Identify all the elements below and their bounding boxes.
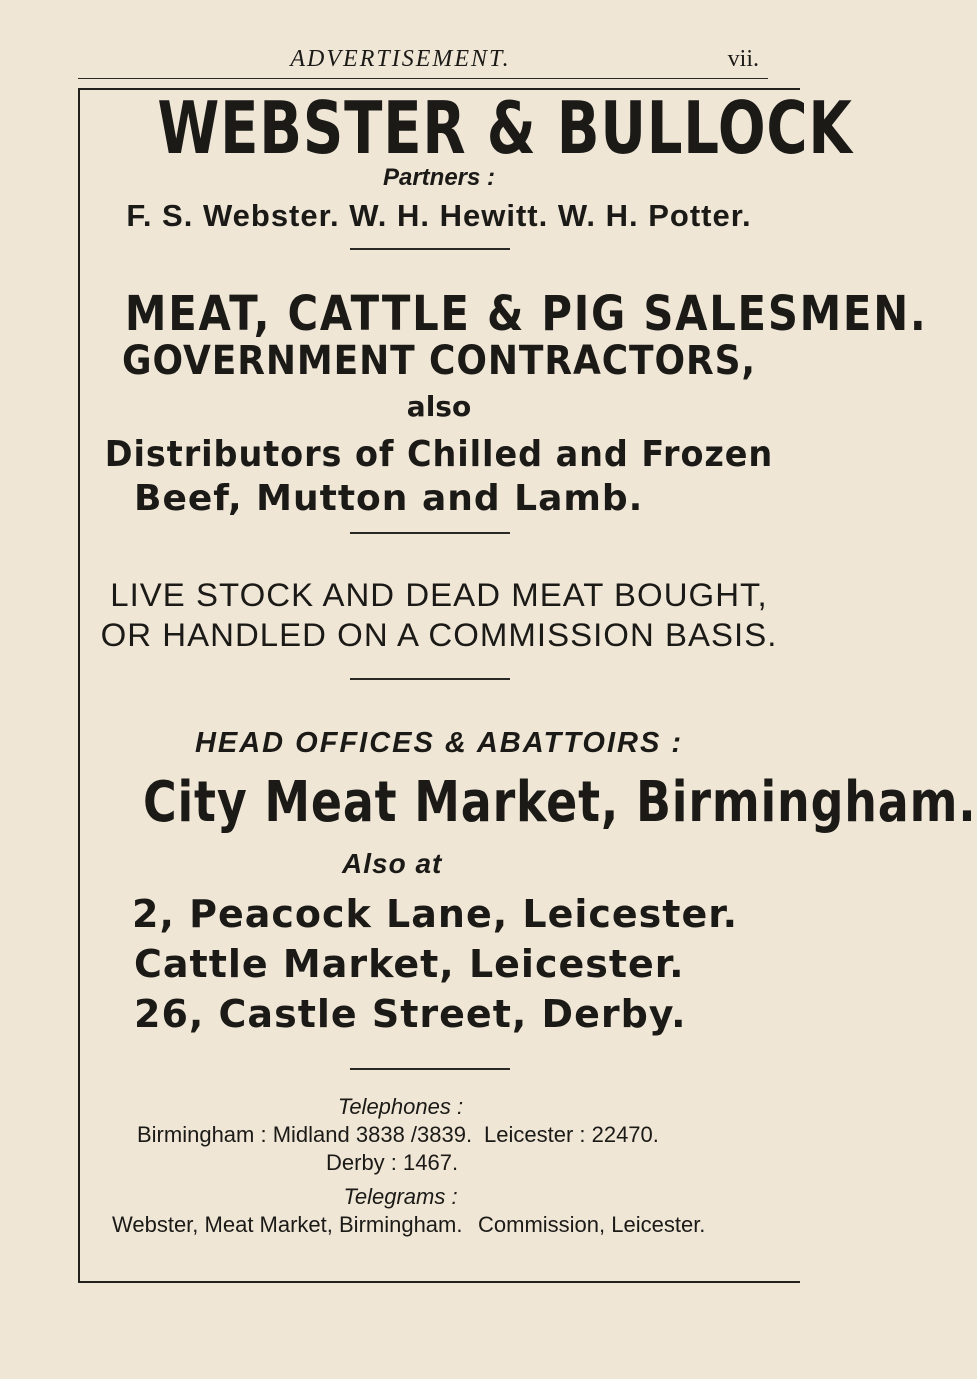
running-title: ADVERTISEMENT. <box>290 46 511 72</box>
telegram-leicester: Commission, Leicester. <box>478 1212 706 1237</box>
branch-address: 26, Castle Street, Derby. <box>134 992 687 1036</box>
distributors-line: Distributors of Chilled and Frozen <box>104 434 774 475</box>
page-number: vii. <box>727 46 759 72</box>
partners-names: F. S. Webster. W. H. Hewitt. W. H. Potter. <box>126 198 752 233</box>
head-offices-label: HEAD OFFICES & ABATTOIRS : <box>194 727 684 759</box>
phone-leicester: Leicester : 22470. <box>484 1122 659 1147</box>
branch-address: Cattle Market, Leicester. <box>134 942 685 986</box>
divider <box>350 248 510 250</box>
divider <box>350 678 510 680</box>
telegram-birmingham: Webster, Meat Market, Birmingham. <box>112 1212 463 1237</box>
firm-name: WEBSTER & BULLOCK <box>157 86 853 170</box>
head-office-address: City Meat Market, Birmingham. <box>142 770 977 835</box>
trade-line-salesmen: MEAT, CATTLE & PIG SALESMEN. <box>124 286 928 342</box>
phone-derby: Derby : 1467. <box>326 1150 459 1175</box>
also-at-label: Also at <box>342 848 443 879</box>
telegrams-label: Telegrams : <box>343 1184 458 1209</box>
branch-address: 2, Peacock Lane, Leicester. <box>132 892 738 936</box>
livestock-line: LIVE STOCK AND DEAD MEAT BOUGHT, <box>110 577 768 613</box>
partners-label: Partners : <box>382 164 496 191</box>
trade-line-contractors: GOVERNMENT CONTRACTORS, <box>121 338 757 384</box>
divider <box>350 1068 510 1070</box>
phone-birmingham: Birmingham : Midland 3838 /3839. <box>137 1122 473 1147</box>
commission-line: OR HANDLED ON A COMMISSION BASIS. <box>100 617 778 653</box>
also-text: also <box>406 390 472 423</box>
divider <box>350 532 510 534</box>
products-line: Beef, Mutton and Lamb. <box>134 478 644 519</box>
telephones-label: Telephones : <box>337 1094 464 1119</box>
